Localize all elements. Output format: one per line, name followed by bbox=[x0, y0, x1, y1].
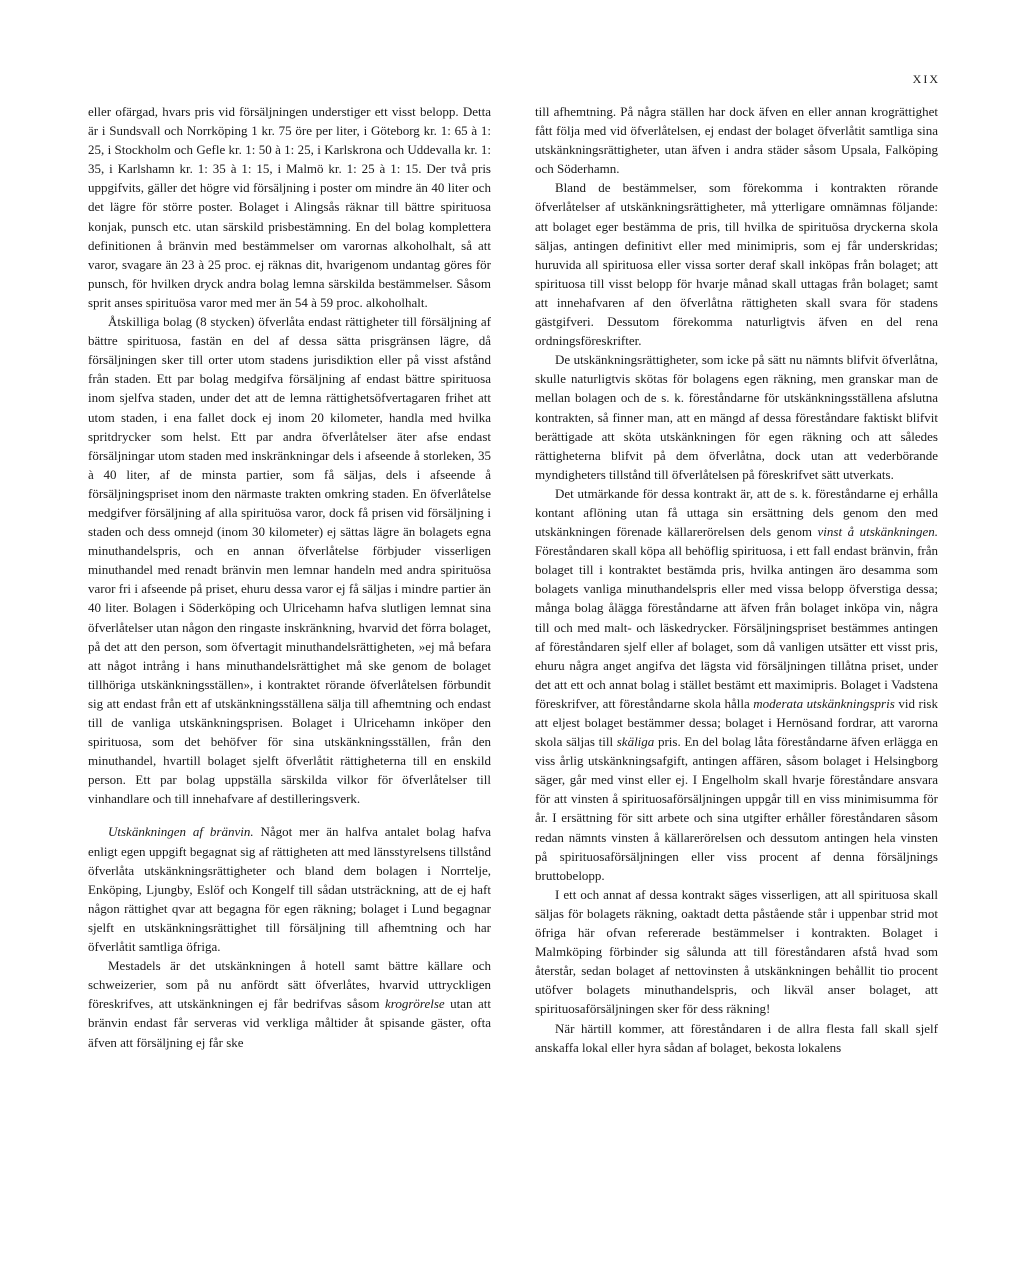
emphasis: moderata utskänkningspris bbox=[753, 695, 895, 711]
paragraph-text: Något mer än halfva antalet bolag hafva enligt egen uppgift begagnat sig af rättigheten att med länsstyrelsens tillstånd öfverlåta utskänkningsrättigheter och bland dem bolagen i Norrtelje, Enköping, Ljungby, Eslöf och Kongelf till sådan utsträckning, att de ej haft någon rättighet qvar att begagna för egen räkning; bolaget i Lund begagnar sjelft en utskänkningsrättighet till försäljning till afhemtning och har öfverlåtit samtliga öfriga. bbox=[88, 824, 491, 955]
paragraph: eller ofärgad, hvars pris vid försäljningen understiger ett visst belopp. Detta är i Sundsvall och Norrköping 1 kr. 75 öre per liter, i Göteborg kr. 1: 65 à 1: 25, i Stockholm och Gefle kr. 1: 50 à 1: 25, i Karlskrona och Uddevalla kr. 1: 35, i Karlshamn kr. 1: 35 à 1: 15, i Malmö kr. 1: 25 à 1: 15. Der två pris uppgifvits, gäller det högre vid försäljning i poster om mindre än 40 liter och det lägre för större poster. Bolaget i Alingsås räknar till bättre spirituosa konjak, punsch etc. utan särskild prisbestämning. En del bolag komplettera definitionen å bränvin med bestämmelser om varornas alkoholhalt, så att varor, svagare än 23 à 25 proc. ej räknas dit, hvarigenom undantag göres för punsch, för hvilken dryck andra bolag lemna särskilda bestämmelser. Såsom sprit anses spirituösa varor med mer än 54 à 59 proc. alkoholhalt. bbox=[88, 104, 491, 310]
paragraph: I ett och annat af dessa kontrakt säges visserligen, att all spirituosa skall säljas för bolagets räkning, oaktadt detta påstående står i uppenbar strid mot öfriga här ofvan refererade bestämmelser i kontrakten. Bolaget i Malmköping förbinder sig sålunda att till föreståndaren afstå hvad som återstår, sedan bolaget af nettovinsten å utskänkningen behållit tio procent utöfver bolagets minuthandelspris, och likväl anser bolaget, att spirituosaförsäljningen sker för dess räkning! bbox=[535, 886, 938, 1017]
paragraph bbox=[88, 956, 491, 1051]
page-number: XIX bbox=[912, 72, 940, 86]
paragraph-text: Det utmärkande för dessa kontrakt är, att de s. k. föreståndarne ej erhålla kontant aflöning utan få uttaga sin ersättning dels genom den med utskänkningen förenade källarerörelsen dels genom bbox=[535, 485, 938, 540]
emphasis: krogrörelse bbox=[385, 996, 445, 1012]
right-column bbox=[535, 102, 938, 1057]
paragraph: De utskänkningsrättigheter, som icke på sätt nu nämnts blifvit öfverlåtna, skulle naturligtvis skötas för bolagens egen räkning, men granskar man de mellan bolagen och de s. k. föreståndarne för utskänkningsställena afslutna kontrakten, så finner man, att en mängd af dessa föreståndare faktiskt blifvit berättigade att sköta utskänkningen för egen räkning och att således rättigheterna blifvit på dem öfverlåtna, dock utan att vederbörande myndigheters tillstånd till öfverlåtelsen på föreskrifvet sätt utverkats. bbox=[535, 352, 938, 482]
emphasis: skäliga bbox=[616, 734, 655, 750]
paragraph-text: vid risk att eljest bolaget bestämmer dessa; bolaget i Hernösand fordrar, att varorna skola säljas till bbox=[535, 695, 938, 750]
paragraph-text: pris. En del bolag låta föreståndarne äfven erlägga en viss årlig utskänkningsafgift, antingen affären, såsom bolaget i Helsingborg säger, går med vinst eller ej. I Engelholm skall hvarje föreståndare ansvara för att vinsten å spirituosaförsäljningen uppgår till en viss minimisumma för år. I ersättning för sitt arbete och sina utgifter erhåller föreståndaren såsom redan nämnts vinsten å källarerörelsen och dessutom antingen hela vinsten på spirituosaförsäljningen eller viss procent af denna försäljnings bruttobelopp. bbox=[535, 734, 938, 883]
emphasis: vinst å utskänkningen. bbox=[817, 524, 938, 540]
paragraph-text: Föreståndaren skall köpa all behöflig spirituosa, i ett fall endast bränvin, från bolaget till i kontraktet bestämda pris, hvilka antingen äro desamma som bolagets vanliga minuthandelspris eller med vissa belopp öfverstiga dessa; många bolag ålägga föreståndarne att äfven från bolaget inköpa vin, några till och med malt- och läskedrycker. Försäljningspriset bestämmes antingen af föreståndaren sjelf eller af bolaget, som då vanligen utsätter ett visst pris, ehuru några anget angifva det lägsta vid försäljningen tillåtna priset, under det att ett och annat bolag i stället bestämt ett maximipris. Bolaget i Vadstena föreskrifver, att föreståndarne skola hålla bbox=[535, 543, 938, 711]
paragraph-text: Mestadels är det utskänkningen å hotell samt bättre källare och schweizerier, som på nu anfördt sätt öfverlåtes, hvarvid uttryckligen föreskrifves, att utskänkningen ej får bedrifvas såsom bbox=[88, 958, 491, 1012]
paragraph: Bland de bestämmelser, som förekomma i kontrakten rörande öfverlåtelser af utskänkningsrättigheter, må ytterligare omnämnas följande: att bolaget eger bestämma de pris, till hvilka de spirituösa dryckerna skola säljas, antingen definitivt eller med minimipris, som ej får underskridas; huruvida all spirituosa eller vissa sorter deraf skall inköpas från bolaget; att spirituosa till visst belopp för hvarje månad skall uttagas från bolaget; samt att innehafvaren af den öfverlåtna rättigheten skall svara för stadens gästgifveri. Dessutom förekomma naturligtvis äfven en del rena ordningsföreskrifter. bbox=[535, 180, 938, 349]
paragraph: När härtill kommer, att föreståndaren i de allra flesta fall skall sjelf anskaffa lokal eller hyra sådan af bolaget, bekosta lokalens bbox=[535, 1020, 938, 1055]
paragraph: till afhemtning. På några ställen har dock äfven en eller annan krogrättighet fått följa med vid öfverlåtelsen, ej endast der bolaget öfverlåtit samtliga sina utskänkningsrättigheter, utan äfven i andra städer såsom Upsala, Falköping och Söderhamn. bbox=[535, 104, 938, 177]
left-column bbox=[88, 102, 491, 1052]
section-heading: Utskänkningen af bränvin. bbox=[108, 824, 254, 840]
paragraph bbox=[535, 484, 938, 885]
paragraph bbox=[88, 822, 491, 956]
paragraph: Åtskilliga bolag (8 stycken) öfverlåta endast rättigheter till försäljning af bättre spirituosa, fastän en del af dessa sätta prisgränsen lägre, då försäljningen sker till orter utom stadens jurisdiktion eller på visst afstånd från staden. Ett par bolag medgifva försäljning af endast bättre spirituosa inom sjelfva staden, under det att de lemna rättighetsöfvertagaren frihet att utom staden, i ena fallet dock ej inom 20 kilometer, handla med hvilka spritdrycker som helst. Ett par andra öfverlåtelser äter afse endast försäljningar utom staden med inskränkningar dels i afseende å storleken, 35 à 40 liter, af de minsta partier, som få säljas, dels i afseende å försäljningspriset inom den närmaste trakten omkring staden. En öfverlåtelse medgifver försäljning af alla spirituösa varor, dock få prisen vid försäljning i staden och dess omnejd (inom 30 kilometer) ej sättas lägre än bolagets egna minuthandelspris, och en annan öfverlåtelse förbjuder visserligen minuthandel med renadt bränvin men lemnar handeln med andra spirituösa varor fri i afseende på priset, ehuru dessa varor ej få säljas i mindre partier än 40 liter. Bolagen i Söderköping och Ulricehamn hafva slutligen lemnat sina öfverlåtelser utan någon den ringaste inskränkning, hvarvid det förra bolaget, på det att den person, som öfvertagit minuthandelsrättigheten, »ej må befara att något intrång i hans minuthandelsrättighet må ske genom de bolaget tillhöriga utskänkningsställen», i kontraktet rörande öfverlåtelsen förbundit sig att endast från ett af utskänkningsställena sälja till afhemtning och endast till de vanliga utskänkningsprisen. Bolaget i Ulricehamn inköper den spirituosa, som det behöfver för sina utskänkningsställen, från den minuthandel, hvartill bolaget sjelft öfverlåtit rättigheterna till en enskild person. Ett par bolag uppställa särskilda vilkor för öfverlåtelser till vinhandlare och till innehafvare af destilleringsverk. bbox=[88, 314, 491, 807]
paragraph-text: utan att bränvin endast får serveras vid verkliga måltider åt spisande gäster, ofta äfven att försäljning ej får ske bbox=[88, 996, 491, 1050]
